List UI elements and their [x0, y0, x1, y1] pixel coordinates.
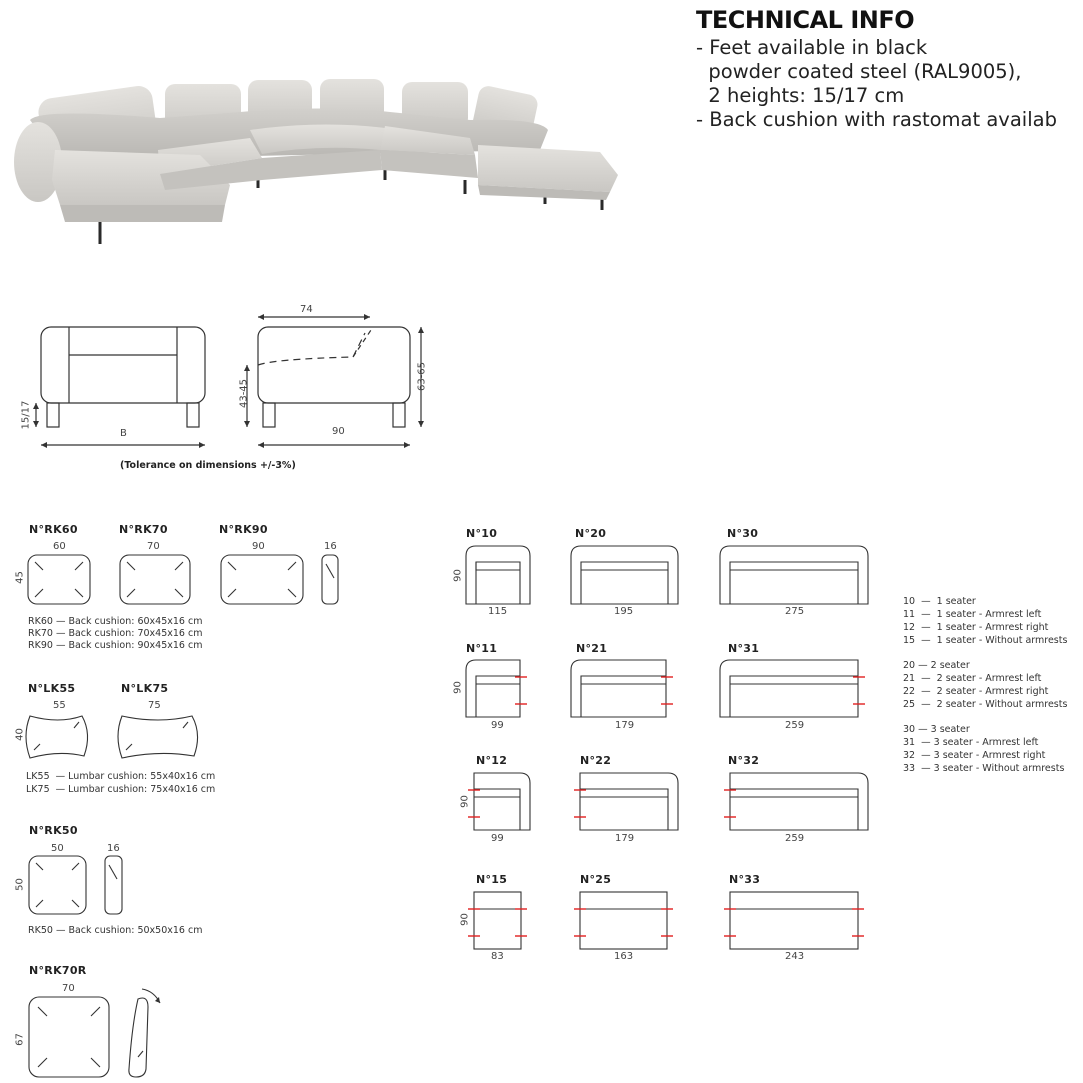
technical-info-title: TECHNICAL INFO	[696, 6, 915, 34]
depth-label: 90	[332, 426, 345, 437]
module-label: N°31	[728, 642, 760, 655]
module-depth: 90	[459, 795, 471, 808]
cushion-height: 45	[14, 571, 26, 584]
technical-info-line: - Back cushion with rastomat availab	[696, 108, 1057, 131]
cushion-width: 55	[53, 700, 66, 711]
module-label: N°15	[476, 873, 508, 886]
cushion-note: RK90 — Back cushion: 90x45x16 cm	[28, 640, 203, 651]
module-label: N°12	[476, 754, 508, 767]
technical-info-line: powder coated steel (RAL9005),	[696, 60, 1022, 83]
legend-item: 32 — 3 seater - Armrest right	[903, 750, 1046, 761]
depth-top-label: 74	[300, 304, 313, 315]
cushion-note: RK70 — Back cushion: 70x45x16 cm	[28, 628, 203, 639]
cushion-label: N°RK60	[29, 523, 78, 536]
cushion-note: RK50 — Back cushion: 50x50x16 cm	[28, 925, 203, 936]
legend-item: 25 — 2 seater - Without armrests	[903, 699, 1068, 710]
rk-cushion-drawings	[25, 550, 355, 610]
module-label: N°32	[728, 754, 760, 767]
cushion-thickness: 16	[324, 541, 337, 552]
cushion-note: LK75 — Lumbar cushion: 75x40x16 cm	[26, 784, 216, 795]
lk-cushion-drawings	[24, 710, 214, 765]
module-width: 163	[614, 951, 634, 962]
rk50-cushion-drawing	[26, 853, 136, 918]
module-label: N°25	[580, 873, 612, 886]
cushion-label: N°RK50	[29, 824, 78, 837]
module-width: 179	[615, 833, 635, 844]
legend-item: 10 — 1 seater	[903, 596, 976, 607]
legend-item: 31 — 3 seater - Armrest left	[903, 737, 1039, 748]
legend-item: 15 — 1 seater - Without armrests	[903, 635, 1068, 646]
cushion-width: 75	[148, 700, 161, 711]
cushion-height: 50	[14, 878, 26, 891]
cushion-thickness: 16	[107, 843, 120, 854]
legend-item: 22 — 2 seater - Armrest right	[903, 686, 1049, 697]
side-view-drawing	[235, 305, 435, 445]
tolerance-note: (Tolerance on dimensions +/-3%)	[120, 460, 296, 471]
rk70r-cushion-drawing	[26, 985, 176, 1075]
feet-height-label: 15/17	[20, 400, 32, 430]
module-label: N°21	[576, 642, 608, 655]
cushion-width: 90	[252, 541, 265, 552]
cushion-note: RK60 — Back cushion: 60x45x16 cm	[28, 616, 203, 627]
cushion-label: N°RK70R	[29, 964, 87, 977]
module-width: 83	[491, 951, 504, 962]
module-width: 275	[785, 606, 805, 617]
module-depth: 90	[459, 913, 471, 926]
cushion-width: 70	[62, 983, 75, 994]
front-view-drawing	[15, 318, 215, 458]
sofa-photo	[0, 0, 640, 260]
legend-item: 30 — 3 seater	[903, 724, 970, 735]
cushion-width: 70	[147, 541, 160, 552]
module-width: 195	[614, 606, 634, 617]
cushion-height: 40	[14, 728, 26, 741]
module-label: N°30	[727, 527, 759, 540]
cushion-note: LK55 — Lumbar cushion: 55x40x16 cm	[26, 771, 216, 782]
module-width: 179	[615, 720, 635, 731]
module-label: N°20	[575, 527, 607, 540]
cushion-width: 60	[53, 541, 66, 552]
cushion-label: N°RK90	[219, 523, 268, 536]
seat-height-label: 43-45	[238, 378, 250, 409]
module-width: 99	[491, 720, 504, 731]
module-width: 99	[491, 833, 504, 844]
technical-info-line: 2 heights: 15/17 cm	[696, 84, 905, 107]
cushion-label: N°RK70	[119, 523, 168, 536]
module-label: N°11	[466, 642, 498, 655]
legend-item: 21 — 2 seater - Armrest left	[903, 673, 1042, 684]
total-height-label: 63-65	[416, 361, 428, 392]
module-label: N°10	[466, 527, 498, 540]
cushion-height: 67	[14, 1033, 26, 1046]
legend-item: 12 — 1 seater - Armrest right	[903, 622, 1049, 633]
module-depth: 90	[452, 681, 464, 694]
legend-item: 20 — 2 seater	[903, 660, 970, 671]
cushion-label: N°LK55	[28, 682, 76, 695]
module-drawings	[460, 540, 880, 960]
legend-item: 33 — 3 seater - Without armrests	[903, 763, 1065, 774]
module-label: N°33	[729, 873, 761, 886]
module-width: 115	[488, 606, 508, 617]
cushion-width: 50	[51, 843, 64, 854]
cushion-label: N°LK75	[121, 682, 169, 695]
module-depth: 90	[452, 569, 464, 582]
module-width: 259	[785, 833, 805, 844]
module-width: 243	[785, 951, 805, 962]
technical-info-line: - Feet available in black	[696, 36, 928, 59]
front-width-label: B	[120, 428, 127, 439]
module-label: N°22	[580, 754, 612, 767]
legend-item: 11 — 1 seater - Armrest left	[903, 609, 1042, 620]
module-width: 259	[785, 720, 805, 731]
